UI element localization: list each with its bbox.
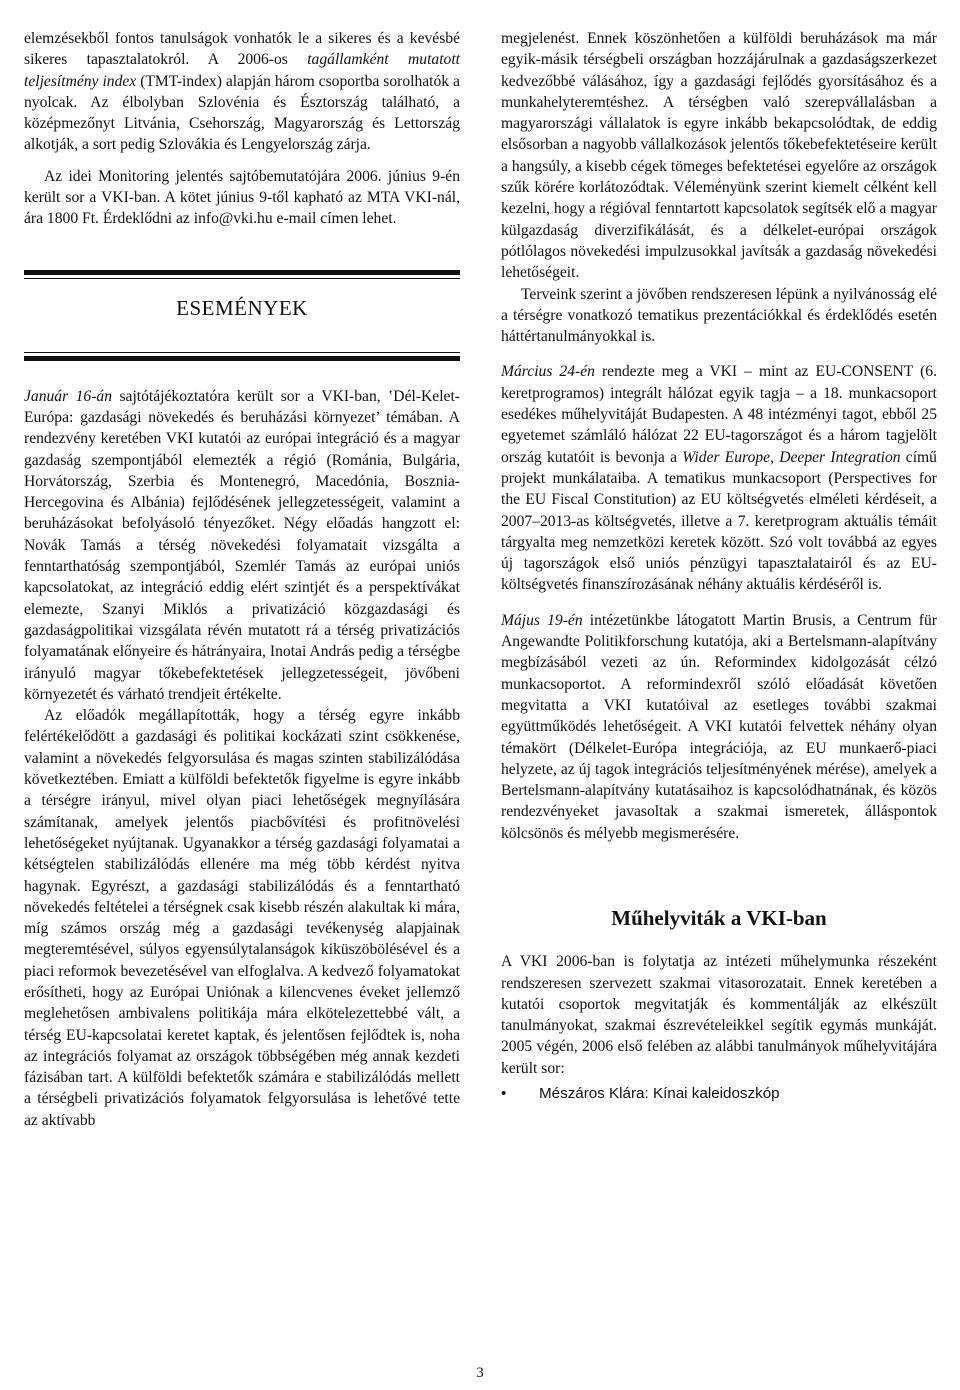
workshop-section-title: Műhelyviták a VKI-ban xyxy=(611,905,827,930)
list-item: • Mészáros Klára: Kínai kaleidoszkóp xyxy=(501,1083,937,1104)
event-date: Május 19-én xyxy=(501,611,583,629)
monitoring-paragraph: Az idei Monitoring jelentés sajtóbemutatójára 2006. június 9-én került sor a VKI-ban. A kötet június 9-től kapható az MTA VKI-nál, ára 1800 Ft. Érdeklődni az info@vki.hu e-mail címen lehet. xyxy=(24,167,460,228)
left-column xyxy=(24,28,460,1131)
header-rule-bottom-thin xyxy=(24,352,460,353)
event-date: Január 16-án xyxy=(24,387,113,405)
header-rule-top-thick xyxy=(24,270,460,275)
workshop-paragraph: A VKI 2006-ban is folytatja az intézeti műhelymunka részeként rendszeresen szervezett szakmai vitasorozatait. Ennek keretében a kutatói csoportok megvitatják és kommentálják az elkészült tanulmányokat, szakmai észrevételeikkel segítik egymás munkáját. 2005 végén, 2006 első felében az alábbi tanulmányok műhelyvitájára került sor: xyxy=(501,953,937,1077)
project-title: Wider Europe, Deeper Integration xyxy=(682,448,901,466)
event-date: Március 24-én xyxy=(501,363,595,381)
event-march: Március 24-én rendezte meg a VKI – mint az EU-CONSENT (6. keretprogramos) integrált hálózat egyik tagja – a 18. munkacsoport esedékes műhelyvitáját Budapesten. A 48 intézményi tagot, ebből 25 egyetemet számláló hálózat 22 EU-tagországot és a három tagjelölt ország kutatóit is bevonja a Wider Europe, Deeper Integration című projekt munkálataiba. A tematikus munkacsoport (Perspectives for the EU Fiscal Constitution) az EU költségvetés elméleti kérdéseit, a 2007–2013-as költségvetés, illetve a 7. keretprogram aktuális témáit tárgyalta meg nemzetközi keretek között. Szó volt továbbá az egyes új tagországok első uniós pénzügyi tapasztalatairól és az EU-költségvetés finanszírozásának néhány aktuális kérdéséről is. xyxy=(501,363,937,594)
event-january: Január 16-án sajtótájékoztatóra került sor a VKI-ban, ‛Dél-Kelet-Európa: gazdasági növekedés és beruházási környezet’ témában. A rendezvény keretében VKI kutatói az európai integráció és a magyar gazdaság szempontjából elemezték a régió (Románia, Bulgária, Horvátország, Szerbia és Montenegró, Macedónia, Bosznia-Hercegovina és Albánia) fejlődésének jellegzetességeit, valamint a beruházásokat befolyásoló tényezőket. Négy előadás hangzott el: Novák Tamás a térség növekedési folyamatait vizsgálta a fenntarthatóság szempontjából, Szemlér Tamás az európai uniós kapcsolatokat, az integráció eddig elért szintjét és a perspektívákat elemezte, Szanyi Miklós a privatizáció közgazdasági és gazdaságpolitikai vizsgálata révén mutatott rá a térség privatizációs folyamatának előnyeire és hátrányaira, Inotai András pedig a térségbe irányuló magyar tőkebefektetések jellegzetességeit, jövőbeni környezetét és várható trendjeit értékelte. xyxy=(24,387,460,703)
event-january-continued: Az előadók megállapították, hogy a térség egyre inkább felértékelődött a gazdasági és politikai kockázati szint csökkenése, valamint a növekedés felgyorsulása és magas szinten stabilizálódása következtében. Emiatt a külföldi befektetők figyelme is egyre inkább a térségre irányul, mivel olyan piaci lehetőségek megnyílására számítanak, amelyek jelentős piacbővítési és profitnövelési lehetőségeket nyújtanak. Ugyanakkor a térség gazdasági folyamatai a kétségtelen stabilizálódás ellenére ma még több kérdést nyitva hagynak. Egyrészt, a gazdasági stabilizálódás és a fenntartható növekedés feltételei a térségnek csak kisebb részén alakultak ki mára, míg számos ország még a gazdasági tevékenység alapjainak megteremtésével, súlyos egyensúlytalanságok kiküszöbölésével és a piaci reformok bevezetésével van elfoglalva. A kedvező folyamatokat erősítheti, hogy az Európai Uniónak a kilencvenes éveket jellemző meglehetősen ambivalens politikája mára elkötelezettebbé vált, a térség EU-kapcsolatai keretet kaptak, és jelentősen fejlődtek is, noha az integrációs folyamat az országok többségében még annak kezdeti fázisában tart. A külföldi befektetők számára e stabilizálódás mellett a térségbeli privatizációs folyamatok felgyorsulása is lehetővé tette az aktívabb xyxy=(24,707,460,1129)
continued-paragraph: megjelenést. Ennek köszönhetően a külföldi beruházások ma már egyik-másik térségbeli országban hozzájárulnak a gazdaságszerkezet kedvezőbbé válásához, így a gazdasági fejlődés gyorsításához és a munkahelyteremtéshez. A térségben való szerepvállalásban a magyarországi vállalatok is egyre inkább bekapcsolódtak, de eddig elsősorban a nagyobb vállalkozások jelentős tőkebefektetéseire került a hangsúly, a kisebb cégek tömeges befektetései egyelőre az országok szűk körére korlátozódtak. Véleményünk szerint kiemelt célként kell kezelni, hogy a régióval fenntartott kapcsolatok segítsék elő a magyar külgazdaság diverzifikálását, és a délkelet-európai országok pótlólagos növekedési impulzusokkal javítsák a gazdaság növekedési lehetőségeit. xyxy=(501,30,937,282)
header-rule-top-thin xyxy=(24,278,460,279)
plans-paragraph: Terveink szerint a jövőben rendszeresen lépünk a nyilvánosság elé a térségre vonatkozó tematikus prezentációkkal és érdeklődés esetén háttértanulmányokkal is. xyxy=(501,285,937,346)
event-may: Május 19-én intézetünkbe látogatott Martin Brusis, a Centrum für Angewandte Politikforschung kutatója, aki a Bertelsmann-alapítvány megbízásából vezeti az ún. Reformindex kidolgozását célzó munkacsoportot. A reformindexről szóló előadását követően megvitatta a VKI kutatóival az esetleges további szakmai együttműködés lehetőségeit. A VKI kutatói felvettek néhány olyan témakört (Délkelet-Európa integrációja, az EU munkaerő-piaci helyzete, az új tagok integrációs teljesítményének mérése), amelyek a Bertelsmann-alapítvány kutatásaihoz is kapcsolódhatnának, és közös rendezvényeket javasoltak a szakmai ismeretek, álláspontok kölcsönös és mélyebb megismerésére. xyxy=(501,611,937,842)
right-column xyxy=(501,28,937,1104)
section-title: ESEMÉNYEK xyxy=(176,295,308,320)
tmt-index-term: tagállamként mutatott teljesítmény index xyxy=(24,51,460,90)
intro-paragraph: elemzésekből fontos tanulságok vonhatók le a sikeres és a kevésbé sikeres tapasztalatokról. A 2006-os tagállamként mutatott teljesítmény index (TMT-index) alapján három csoportba sorolhatók a nyolcak. Az élbolyban Szlovénia és Észtország található, a középmezőnyt Litvánia, Csehország, Magyarország és Lettország alkotják, a sort pedig Szlovákia és Lengyelország zárja. xyxy=(24,30,460,154)
header-rule-bottom-thick xyxy=(24,356,460,361)
page-number: 3 xyxy=(476,1365,484,1381)
workshop-list xyxy=(501,1083,937,1104)
section-header-esemenyek xyxy=(24,270,460,364)
